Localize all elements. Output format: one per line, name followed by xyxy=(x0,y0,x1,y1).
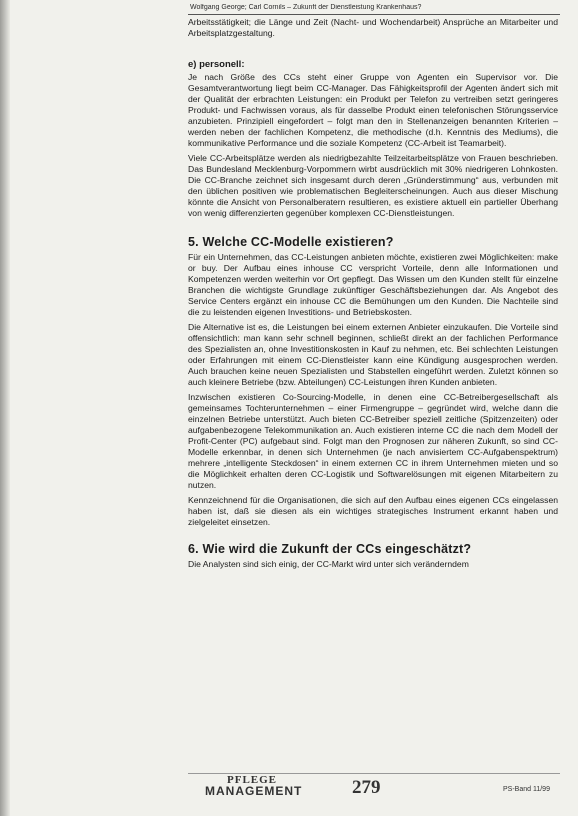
running-header: Wolfgang George; Carl Cornils – Zukunft der Dienstleistung Krankenhaus? xyxy=(190,4,422,11)
header-rule xyxy=(188,14,560,15)
page-number: 279 xyxy=(352,777,381,798)
subheading-personnel: e) personell: xyxy=(188,59,245,70)
page-edge xyxy=(0,0,10,816)
paragraph-section5-1: Für ein Unternehmen, das CC-Leistungen anbieten möchte, existieren zwei Möglichkeiten: make or buy. Der Aufbau eines inhouse CC verspricht Vorteile, denn alle Informationen und Kompetenzen werden weiterhin vor Ort gepflegt. Das Wissen um den Kunden stellt für einzelne Branchen die wichtigste Grundlage zukünftiger Geschäftsbeziehungen dar. Als Angebot des Service Centers ergänzt ein inhouse CC die Bemühungen um den Kunden. Die Nachteile sind die zu leistenden eigenen Investitions- und Betriebskosten. xyxy=(188,252,558,317)
paragraph-section5-3: Inzwischen existieren Co-Sourcing-Modelle, in denen eine CC-Betreibergesellschaft als gemeinsames Tochterunternehmen – einer Firmengruppe – gegründet wird, welche dann die einzelnen Betriebe unterstützt. Auch bieten CC-Betreiber speziell zeitliche (Spitzenzeiten) oder aufgabenbezogene Telekommunikation an. Auch existieren interne CC die nach dem Modell der Profit-Center (PC) aufgebaut sind. Folgt man den Prognosen zur näheren Zukunft, so sind CC-Modelle erkennbar, in denen sich Unternehmen (je nach anvisiertem CC-Aufgabenspektrum) mehrere „intelligente Steckdosen“ in einem externen CC in ihrem Unternehmen mieten und so die Möglichkeit erhalten deren CC-Logistik und Softwarelösungen mit eigenen Mitarbeitern zu nutzen. xyxy=(188,392,558,490)
paragraph-section5-2: Die Alternative ist es, die Leistungen bei einem externen Anbieter einzukaufen. Die Vorteile sind offensichtlich: man kann sehr schnell beginnen, schließt direkt an der fachlichen Performance des Spezialisten an, ohne Investitionskosten in Kauf zu nehmen, etc. Bei schlechten Leistungen oder Erfahrungen mit einem CC-Dienstleister kann eine Kündigung ausgesprochen werden. Auch brauchen keine neuen Spezialisten und Stabstellen eingeführt werden. Zuletzt können so auch kleinere Betriebe (bzw. Abteilungen) CC-Leistungen ihren Kunden anbieten. xyxy=(188,322,558,387)
paragraph-personnel-2: Viele CC-Arbeitsplätze werden als niedrigbezahlte Teilzeitarbeitsplätze von Frauen beschrieben. Das Bundesland Mecklenburg-Vorpommern wirbt ausdrücklich mit 30% niedrigeren Lohnkosten. Die CC-Branche zeichnet sich insgesamt durch deren „Gründerstimmung“ aus, verbunden mit den üblichen positiven wie problematischen Begleiterscheinungen. Auch aus dieser Mischung könnte die Ansicht von Personalberatern resultieren, es existiere aktuell ein partieller Überhang von wenig differenzierten gegenüber komplexen CC-Dienstleistungen. xyxy=(188,153,558,218)
logo-line-management: MANAGEMENT xyxy=(205,784,303,798)
paragraph-section6-1: Die Analysten sind sich einig, der CC-Markt wird unter sich veränderndem xyxy=(188,559,469,569)
article-body xyxy=(188,17,558,574)
paragraph-section5-4: Kennzeichnend für die Organisationen, die sich auf den Aufbau eines eigenen CCs eingelassen haben ist, daß sie diesen als ein wichtiges strategisches Instrument erkannt haben und zielgeleitet einsetzen. xyxy=(188,495,558,527)
paragraph-personnel-1: Je nach Größe des CCs steht einer Gruppe von Agenten ein Supervisor vor. Die Gesamtverantwortung liegt beim CC-Manager. Das Fähigkeitsprofil der Agenten ändert sich mit der Qualität der erbrachten Leistungen: ein Produkt per Telefon zu vertreiben setzt geringeres Produkt- und Fachwissen voraus, als für dasselbe Produkt einen telefonischen Störungsservice anzubieten. Prinzipiell eingefordert – folgt man den in Stellenanzeigen benannten Kriterien – werden neben der fachlichen Kompetenz, die methodische (d.h. Kenntnis des Mediums), die kommunikative Performance und die soziale Kompetenz (CC-Arbeit ist Teamarbeit). xyxy=(188,72,558,148)
section-5-heading: 5. Welche CC-Modelle existieren? xyxy=(188,235,394,249)
issue-label: PS-Band 11/99 xyxy=(503,786,550,793)
logo-line-pflege: PFLEGE xyxy=(227,774,278,786)
section-6-heading: 6. Wie wird die Zukunft der CCs eingeschätzt? xyxy=(188,542,472,556)
journal-logo xyxy=(205,775,302,797)
paragraph-intro: Arbeitsstätigkeit; die Länge und Zeit (Nacht- und Wochendarbeit) Ansprüche an Mitarbeiter und Arbeitsplatzgestaltung. xyxy=(188,17,558,38)
